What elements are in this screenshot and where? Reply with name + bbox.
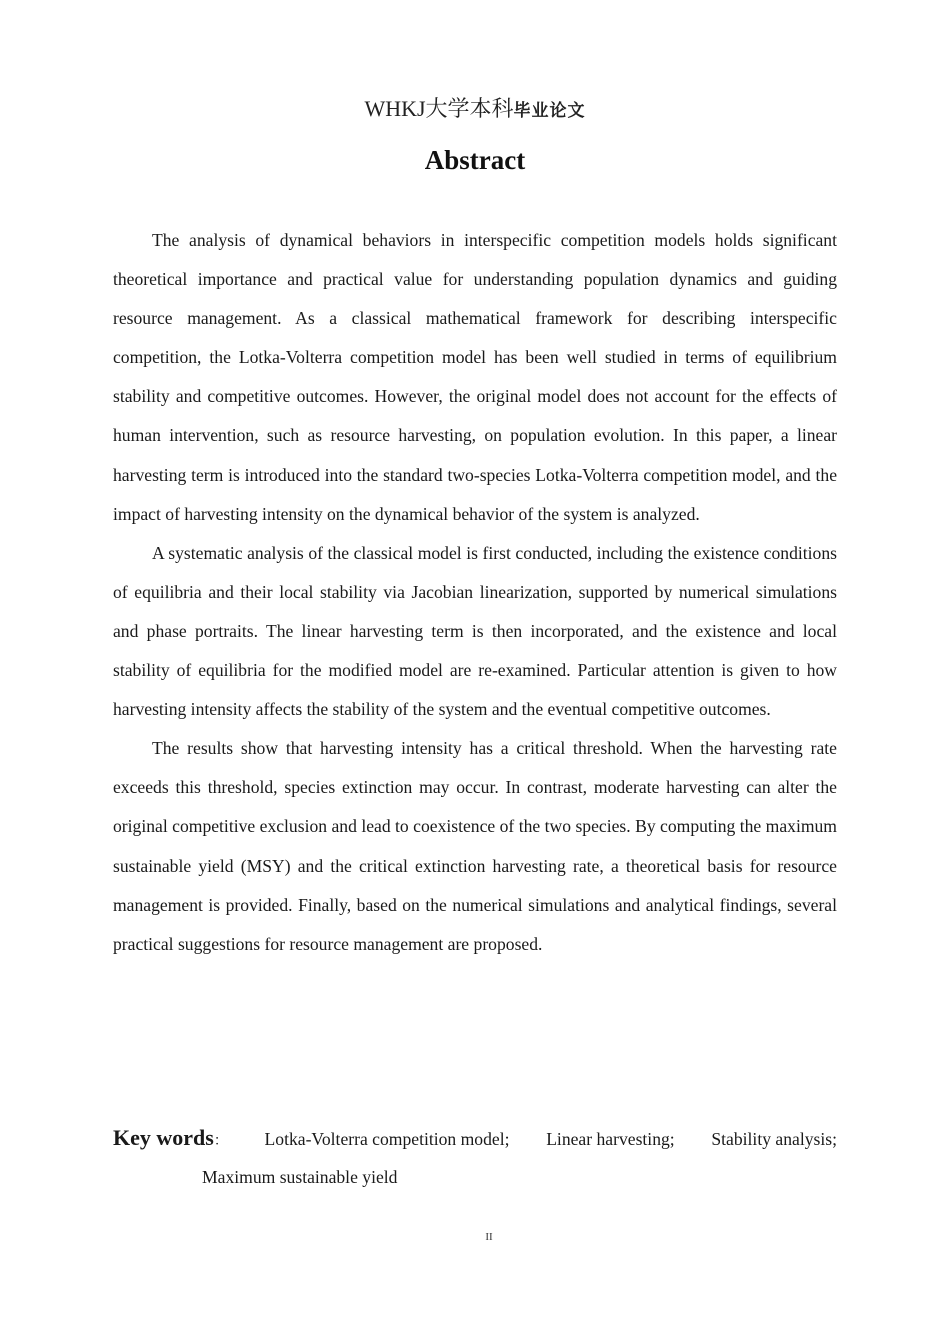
keyword-item: Maximum sustainable yield bbox=[202, 1167, 398, 1187]
abstract-paragraph-2: A systematic analysis of the classical model is first conducted, including the existence conditions of equilibria and their local stability via Jacobian linearization, supported by numerical simulations and phase portraits. The linear harvesting term is then incorporated, and the existence and local stability of equilibria for the modified model are re-examined. Particular attention is given to how harvesting intensity affects the stability of the system and the eventual competitive outcomes. bbox=[113, 542, 837, 720]
abstract-body bbox=[113, 221, 837, 964]
header-thesis-label: 毕业论文 bbox=[513, 101, 586, 121]
running-header bbox=[0, 92, 950, 123]
abstract-paragraph-3: The results show that harvesting intensity has a critical threshold. When the harvesting rate exceeds this threshold, species extinction may occur. In contrast, moderate harvesting can alter the original competitive exclusion and lead to coexistence of the two species. By computing the maximum sustainable yield (MSY) and the critical extinction harvesting rate, a theoretical basis for resource management is provided. Finally, based on the numerical simulations and analytical findings, several practical suggestions for resource management are proposed. bbox=[113, 738, 837, 954]
keywords-line bbox=[113, 1125, 837, 1151]
header-university: WHKJ大学本科 bbox=[364, 96, 514, 121]
keyword-item: Linear harvesting; bbox=[546, 1129, 675, 1149]
page-number: II bbox=[485, 1231, 493, 1243]
keywords-continuation bbox=[113, 1167, 837, 1188]
keywords-label-text: Key words bbox=[113, 1125, 214, 1150]
keyword-item: Lotka-Volterra competition model; bbox=[264, 1129, 510, 1149]
keyword-item: Stability analysis; bbox=[711, 1129, 837, 1149]
keywords-section bbox=[113, 1125, 837, 1188]
page-title: Abstract bbox=[424, 145, 526, 175]
keywords-label bbox=[113, 1125, 228, 1151]
abstract-paragraph-1: The analysis of dynamical behaviors in interspecific competition models holds significant theoretical importance and practical value for understanding population dynamics and guiding resource management. As a classical mathematical framework for describing interspecific competition, the Lotka-Volterra competition model has been well studied in terms of equilibrium stability and competitive outcomes. However, the original model does not account for the effects of human intervention, such as resource harvesting, on population evolution. In this paper, a linear harvesting term is introduced into the standard two-species Lotka-Volterra competition model, and the impact of harvesting intensity on the dynamical behavior of the system is analyzed. bbox=[113, 230, 837, 524]
keywords-colon: ： bbox=[213, 1134, 228, 1149]
